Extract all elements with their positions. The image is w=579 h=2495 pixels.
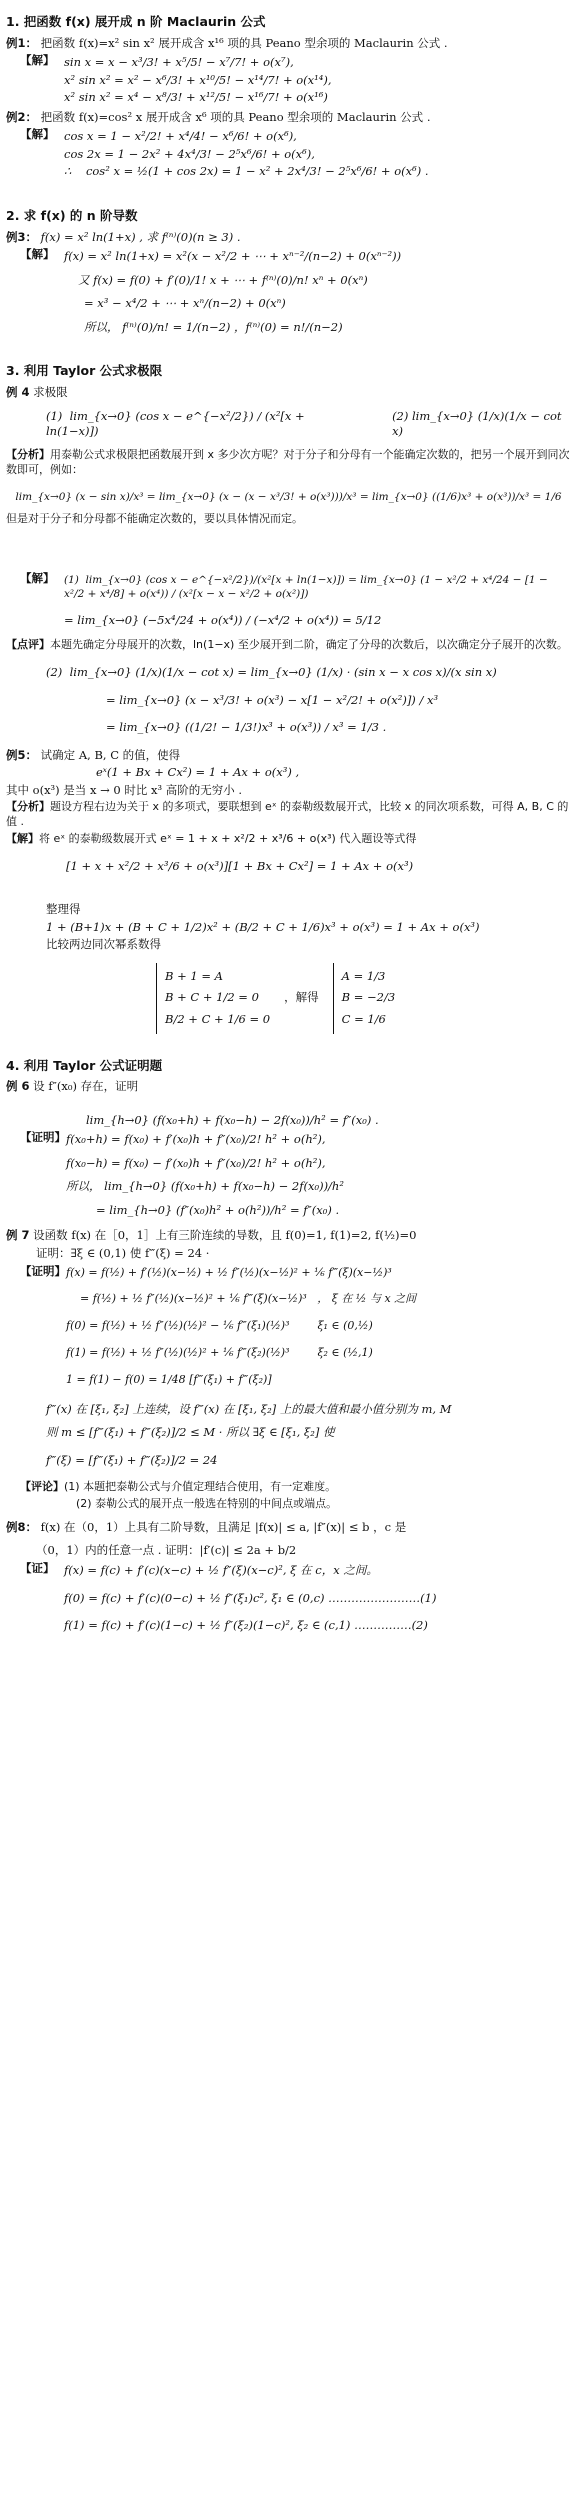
proof-7-line-2: = f(½) + ½ f″(½)(x−½)² + ⅙ f‴(ξ)(x−½)³ ， ξ 在 ½ 与 x 之间 (80, 1292, 417, 1306)
example-6-equation: lim_{h→0} (f(x₀+h) + f(x₀−h) − 2f(x₀))/h² = f″(x₀) . (86, 1112, 379, 1127)
example-5-arrange: 整理得 (46, 902, 81, 917)
proof-7-line-5: 1 = f(1) − f(0) = 1/48 [f‴(ξ₁) + f‴(ξ₂)] (66, 1372, 272, 1386)
analysis-4-text: 用泰勒公式求极限把函数展开到 x 多少次方呢？对于分子和分母有一个能确定次数的，把另一个展开到同次数即可，例如： (6, 447, 570, 476)
example-7-prove: 证明：∃ξ ∈ (0,1) 使 f‴(ξ) = 24 · (36, 1246, 210, 1260)
proof-6-line-4: = lim_{h→0} (f″(x₀)h² + o(h²))/h² = f″(x₀) . (96, 1202, 340, 1217)
section-title-1: 1. 把函数 f(x) 展开成 n 阶 Maclaurin 公式 (6, 14, 266, 29)
solution-3-line-4: 所以， f⁽ⁿ⁾(0)/n! = 1/(n−2) ，f⁽ⁿ⁾(0) = n!/(n−2) (84, 319, 343, 334)
answer-a: A = 1/3 (341, 968, 386, 983)
example-4-label: 例 4 (6, 385, 30, 400)
limit-2: (2) lim_{x→0} (1/x)(1/x − cot x) (392, 408, 566, 439)
section-title-4: 4. 利用 Taylor 公式证明题 (6, 1057, 163, 1073)
solution-2-line-1: cos x = 1 − x²/2! + x⁴/4! − x⁶/6! + o(x⁶), (64, 129, 297, 144)
example-6-label: 例 6 (6, 1079, 30, 1094)
solution-3-line-2: 又 f(x) = f(0) + f′(0)/1! x + ⋯ + f⁽ⁿ⁾(0)/n! xⁿ + 0(xⁿ) (78, 272, 368, 287)
example-6-text: 设 f″(x₀) 存在，证明 (33, 1079, 139, 1094)
example-1-label: 例1： (6, 35, 38, 50)
solution-4-line-2: = lim_{x→0} (−5x⁴/24 + o(x⁴)) / (−x⁴/2 + o(x⁴)) = 5/12 (64, 612, 382, 627)
example-8-label: 例8： (6, 1519, 38, 1534)
example-4 (6, 385, 571, 401)
example-8 (6, 1520, 571, 1536)
example-5-label: 例5： (6, 747, 38, 762)
solution-1-line-1: sin x = x − x³/3! + x⁵/5! − x⁷/7! + o(x⁷), (64, 55, 294, 70)
analysis-4-label: 【分析】 (6, 447, 50, 461)
proof-8 (6, 1561, 571, 1636)
answer-b: B = −2/3 (341, 990, 396, 1005)
solution-2 (6, 127, 571, 182)
example-5-analysis-text: 题设方程右边为关于 x 的多项式，要联想到 eˣ 的泰勒级数展开式，比较 x 的同次项系数，可得 A, B, C 的值 . (6, 800, 569, 829)
example-5-analysis (6, 800, 571, 830)
example-5-analysis-label: 【分析】 (6, 800, 50, 814)
example-2 (6, 110, 571, 126)
solution-3-label: 【解】 (20, 247, 55, 262)
proof-6-line-3: 所以， lim_{h→0} (f(x₀+h) + f(x₀−h) − 2f(x₀))/h² (66, 1179, 344, 1194)
example-7-label: 例 7 (6, 1228, 30, 1243)
analysis-example-note: 但是对于分子和分母都不能确定次数的，要以具体情况而定。 (6, 511, 303, 525)
solution-3-line-1: f(x) = x² ln(1+x) = x²(x − x²/2 + ⋯ + xⁿ⁻²/(n−2) + 0(xⁿ⁻²)) (64, 249, 402, 264)
example-8-text: f(x) 在（0，1）上具有二阶导数，且满足 |f(x)| ≤ a, |f″(x)| ≤ b ，c 是 (40, 1519, 407, 1534)
analysis-4 (6, 448, 571, 478)
system-eq-1: B + 1 = A (165, 968, 223, 983)
example-5 (6, 748, 571, 764)
example-1 (6, 36, 571, 52)
system-eq-2: B + C + 1/2 = 0 (165, 990, 259, 1005)
example-5-solution-label: 【解】 (6, 832, 39, 846)
proof-7-line-1: f(x) = f(½) + f′(½)(x−½) + ½ f″(½)(x−½)² + ⅙ f‴(ξ)(x−½)³ (66, 1265, 392, 1279)
review-7-line-2: (2) 泰勒公式的展开点一般选在特别的中间点或端点。 (76, 1497, 338, 1511)
solution-4b-line-3: = lim_{x→0} ((1/2! − 1/3!)x³ + o(x³)) / x³ = 1/3 . (106, 720, 387, 735)
example-5-equation-3: 1 + (B+1)x + (B + C + 1/2)x² + (B/2 + C + 1/6)x³ + o(x³) = 1 + Ax + o(x³) (46, 919, 480, 934)
limit-1: (1) lim_{x→0} (cos x − e^{−x²/2}) / (x²[x + ln(1−x)]) (46, 408, 309, 439)
answer-c: C = 1/6 (341, 1012, 386, 1026)
proof-6 (6, 1130, 571, 1220)
solution-4 (6, 571, 571, 631)
proof-7-cont-3: f‴(ξ) = [f‴(ξ₁) + f‴(ξ₂)]/2 = 24 (46, 1452, 218, 1467)
coefficient-system (6, 963, 571, 1034)
example-8-text-2: （0，1）内的任意一点 . 证明：|f′(c)| ≤ 2a + b/2 (36, 1543, 297, 1558)
solution-1-line-2: x² sin x² = x² − x⁶/3! + x¹⁰/5! − x¹⁴/7! + o(x¹⁴), (64, 72, 332, 87)
proof-7 (6, 1264, 571, 1390)
example-5-solution-text: 将 eˣ 的泰勒级数展开式 eˣ = 1 + x + x²/2 + x³/6 + o(x³) 代入题设等式得 (39, 832, 417, 846)
proof-7-label: 【证明】 (20, 1263, 66, 1278)
analysis-example-equation: lim_{x→0} (x − sin x)/x³ = lim_{x→0} (x − (x − x³/3! + o(x³)))/x³ = lim_{x→0} ((1/6)x³ + o(x³))/x³ = 1/6 (15, 490, 562, 503)
example-5-text: 试确定 A, B, C 的值，使得 (40, 747, 181, 762)
review-7 (6, 1480, 571, 1495)
proof-8-line-2: f(0) = f(c) + f′(c)(0−c) + ½ f″(ξ₁)c², ξ₁ ∈ (0,c) ……………………(1) (64, 1590, 437, 1605)
proof-6-line-2: f(x₀−h) = f(x₀) − f′(x₀)h + f″(x₀)/2! h² + o(h²), (66, 1155, 326, 1170)
solution-4-label: 【解】 (20, 570, 55, 585)
solution-4b-line-2: = lim_{x→0} (x − x³/3! + o(x³) − x[1 − x²/2! + o(x²)]) / x³ (106, 692, 439, 707)
proof-8-line-3: f(1) = f(c) + f′(c)(1−c) + ½ f″(ξ₂)(1−c)², ξ₂ ∈ (c,1) ……………(2) (64, 1618, 428, 1633)
example-3-text: f(x) = x² ln(1+x) , 求 f⁽ⁿ⁾(0)(n ≥ 3) . (40, 229, 241, 244)
system-answers (333, 963, 396, 1034)
section-title-2: 2. 求 f(x) 的 n 阶导数 (6, 208, 138, 223)
solution-3-line-3: = x³ − x⁴/2 + ⋯ + xⁿ/(n−2) + 0(xⁿ) (84, 296, 286, 311)
example-5-solution (6, 832, 571, 847)
comment-4 (6, 638, 571, 653)
example-2-text: 把函数 f(x)=cos² x 展开成含 x⁶ 项的具 Peano 型余项的 Maclaurin 公式 . (40, 109, 431, 124)
example-1-text: 把函数 f(x)=x² sin x² 展开成含 x¹⁶ 项的具 Peano 型余项的 Maclaurin 公式 . (40, 35, 448, 50)
example-7-text: 设函数 f(x) 在［0，1］上有三阶连续的导数，且 f(0)=1, f(1)=2, f(½)=0 (33, 1228, 417, 1243)
solution-4b-line-1: (2) lim_{x→0} (1/x)(1/x − cot x) = lim_{x→0} (1/x) · (sin x − x cos x)/(x sin x) (46, 665, 497, 680)
example-7 (6, 1228, 571, 1244)
system-equations (156, 963, 270, 1034)
proof-7-line-4: f(1) = f(½) + ½ f″(½)(½)² + ⅙ f‴(ξ₂)(½)³ ξ₂ ∈ (½,1) (66, 1346, 373, 1360)
example-4-text: 求极限 (33, 385, 68, 400)
proof-8-label: 【证】 (20, 1561, 55, 1575)
solution-2-label: 【解】 (20, 127, 55, 142)
solution-3 (6, 247, 571, 337)
solution-2-line-2: cos 2x = 1 − 2x² + 4x⁴/3! − 2⁵x⁶/6! + o(x⁶), (64, 146, 315, 161)
section-title-3: 3. 利用 Taylor 公式求极限 (6, 363, 163, 379)
example-5-compare: 比较两边同次幂系数得 (46, 937, 161, 952)
example-5-condition: 其中 o(x³) 是当 x → 0 时比 x³ 高阶的无穷小 . (6, 782, 243, 797)
review-7-label: 【评论】 (20, 1480, 64, 1494)
comment-4-label: 【点评】 (6, 638, 50, 652)
example-5-equation: eˣ(1 + Bx + Cx²) = 1 + Ax + o(x³) , (96, 765, 300, 780)
solution-1 (6, 53, 571, 108)
proof-7-cont-1: f‴(x) 在 [ξ₁, ξ₂] 上连续，设 f‴(x) 在 [ξ₁, ξ₂] 上的最大值和最小值分别为 m, M (46, 1401, 452, 1416)
example-3 (6, 230, 571, 246)
proof-6-line-1: f(x₀+h) = f(x₀) + f′(x₀)h + f″(x₀)/2! h² + o(h²), (66, 1132, 326, 1147)
example-4-limits (6, 409, 571, 440)
review-7-line-1: (1) 本题把泰勒公式与介值定理结合使用，有一定难度。 (64, 1480, 337, 1494)
solution-1-label: 【解】 (20, 53, 55, 68)
proof-7-cont-2: 则 m ≤ [f‴(ξ₁) + f‴(ξ₂)]/2 ≤ M · 所以 ∃ξ ∈ [ξ₁, ξ₂] 使 (46, 1425, 335, 1440)
solution-2-line-3: ∴ cos² x = ½(1 + cos 2x) = 1 − x² + 2x⁴/3! − 2⁵x⁶/6! + o(x⁶) . (64, 164, 429, 179)
example-2-label: 例2： (6, 109, 38, 124)
solution-4-line-1: (1) lim_{x→0} (cos x − e^{−x²/2})/(x²[x + ln(1−x)]) = lim_{x→0} (1 − x²/2 + x⁴/24 − [1 − x²/2 + x⁴/8] + o(x⁴)) / (x²[x − x − x²/2 + o(x²)]) (64, 573, 552, 600)
example-5-equation-2: [1 + x + x²/2 + x³/6 + o(x³)][1 + Bx + Cx²] = 1 + Ax + o(x³) (66, 858, 414, 873)
comment-4-text: 本题先确定分母展开的次数，ln(1−x) 至少展开到二阶，确定了分母的次数后，以次确定分子展开的次数。 (50, 638, 568, 652)
example-3-label: 例3： (6, 229, 38, 244)
proof-7-line-3: f(0) = f(½) + ½ f″(½)(½)² − ⅙ f‴(ξ₁)(½)³ ξ₁ ∈ (0,½) (66, 1319, 373, 1333)
solution-1-line-3: x² sin x² = x⁴ − x⁸/3! + x¹²/5! − x¹⁶/7! + o(x¹⁶) (64, 90, 328, 105)
proof-8-line-1: f(x) = f(c) + f′(c)(x−c) + ½ f″(ξ)(x−c)², ξ 在 c，x 之间。 (64, 1563, 378, 1577)
proof-6-label: 【证明】 (20, 1130, 66, 1145)
example-6 (6, 1079, 571, 1095)
solve-word: ，解得 (284, 990, 319, 1005)
system-eq-3: B/2 + C + 1/6 = 0 (165, 1012, 271, 1026)
